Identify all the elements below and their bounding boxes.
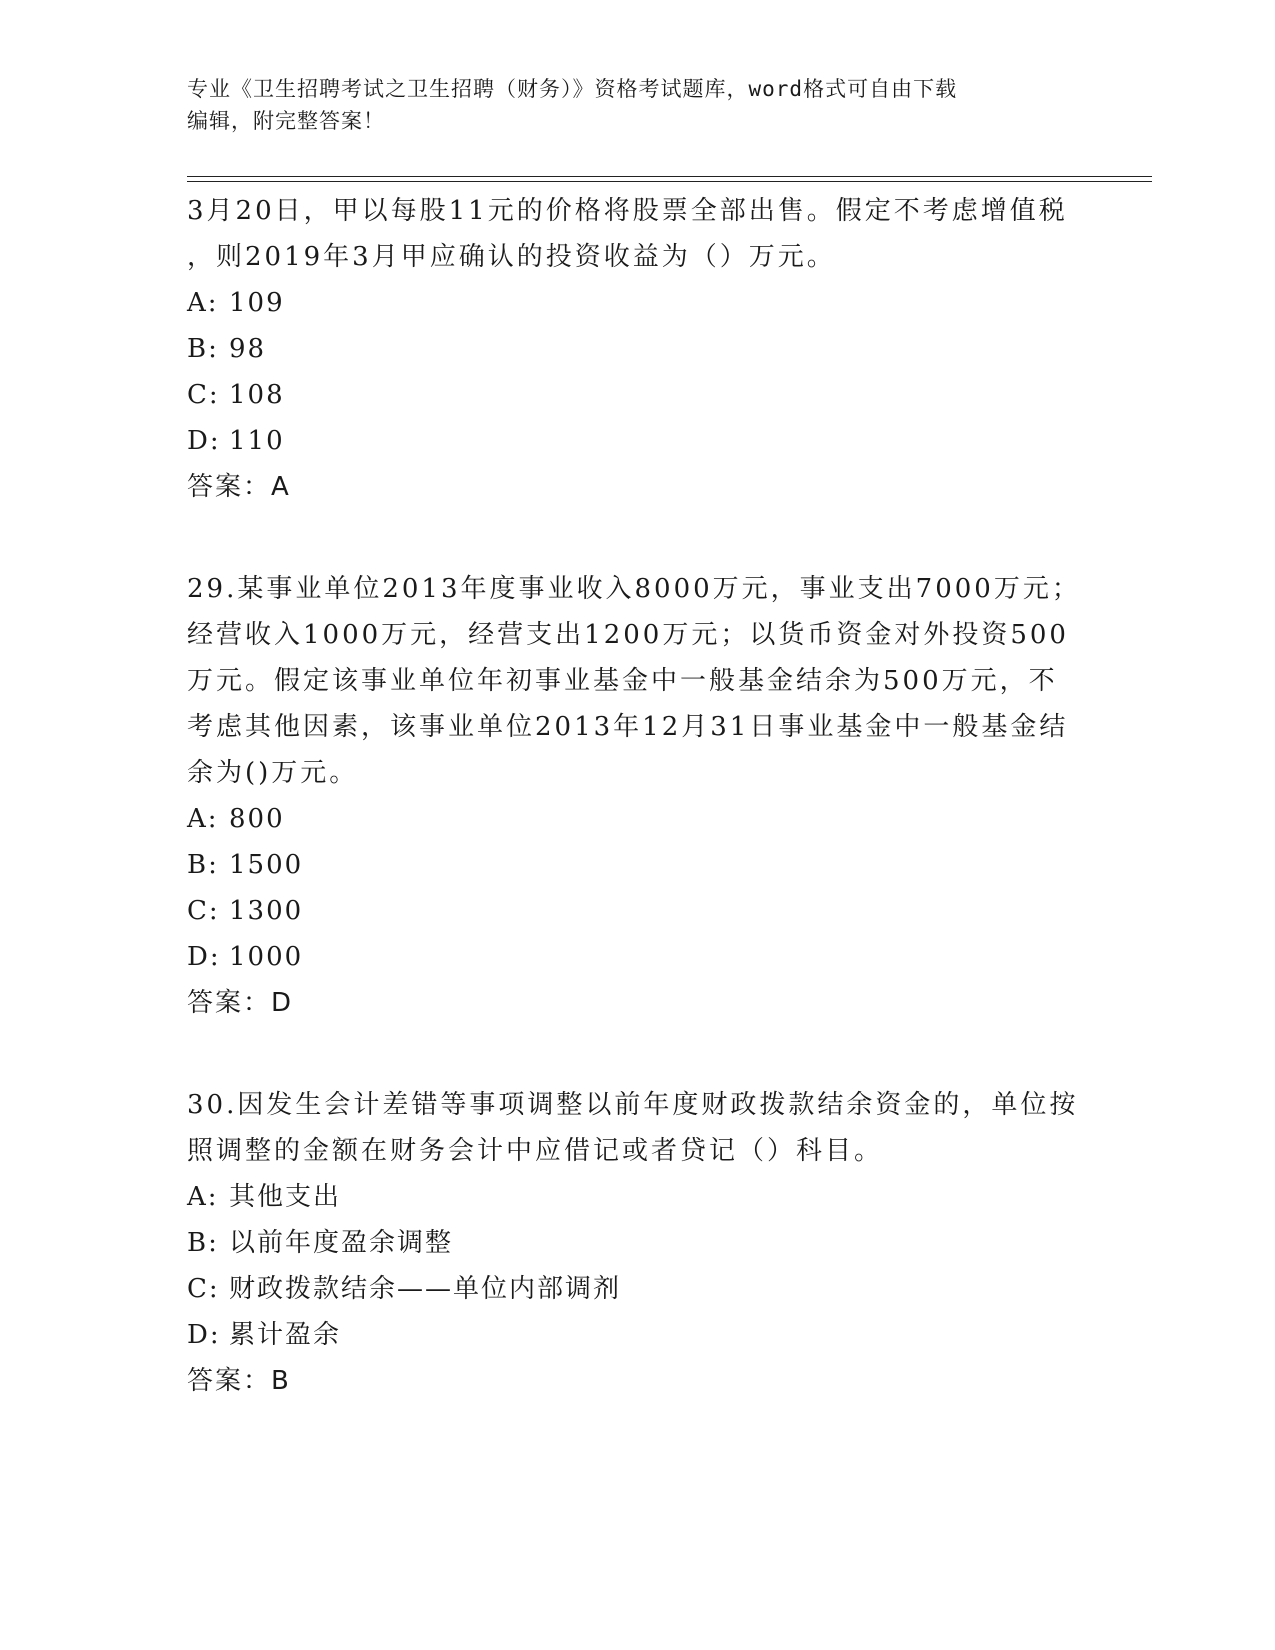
option-key: B: [187, 1228, 219, 1258]
option-key: C: [187, 1274, 220, 1304]
option-b [187, 842, 1087, 888]
option-key: D: [187, 1320, 221, 1350]
header-line-1: 专业《卫生招聘考试之卫生招聘（财务）》资格考试题库，word格式可自由下载 [187, 77, 958, 101]
header-divider-top [187, 176, 1152, 177]
option-d [187, 1312, 1087, 1358]
question-30 [187, 1082, 1087, 1404]
option-key: A: [187, 288, 219, 318]
question-29 [187, 566, 1087, 1026]
option-text: 1000 [229, 942, 304, 972]
answer-line: 答案：D [187, 988, 294, 1018]
spacer [187, 510, 1087, 566]
option-text: 1300 [229, 896, 304, 926]
question-stem: 3月20日，甲以每股11元的价格将股票全部出售。假定不考虑增值税 ，则2019年3月甲应确认的投资收益为（）万元。 [187, 196, 1068, 272]
option-key: A: [187, 804, 219, 834]
option-key: A: [187, 1182, 219, 1212]
document-header [187, 73, 1087, 137]
option-c [187, 888, 1087, 934]
option-text: 98 [229, 334, 267, 364]
option-c [187, 1266, 1087, 1312]
option-a [187, 796, 1087, 842]
option-text: 财政拨款结余——单位内部调剂 [229, 1274, 622, 1304]
option-text: 以前年度盈余调整 [229, 1228, 454, 1258]
option-key: D: [187, 942, 221, 972]
option-d [187, 418, 1087, 464]
spacer [187, 1026, 1087, 1082]
option-d [187, 934, 1087, 980]
question-list [187, 188, 1087, 1404]
option-text: 108 [229, 380, 285, 410]
answer-line: 答案：A [187, 472, 291, 502]
option-a [187, 280, 1087, 326]
option-text: 109 [229, 288, 285, 318]
option-key: C: [187, 896, 220, 926]
option-key: C: [187, 380, 220, 410]
header-divider-bottom [187, 181, 1152, 182]
header-line-2: 编辑，附完整答案！ [187, 109, 385, 133]
option-text: 累计盈余 [229, 1320, 342, 1350]
option-text: 其他支出 [229, 1182, 342, 1212]
option-text: 1500 [229, 850, 304, 880]
option-text: 800 [229, 804, 285, 834]
question-28 [187, 188, 1087, 510]
option-c [187, 372, 1087, 418]
option-key: B: [187, 850, 219, 880]
answer-line: 答案：B [187, 1366, 291, 1396]
option-a [187, 1174, 1087, 1220]
question-stem: 29.某事业单位2013年度事业收入8000万元，事业支出7000万元； 经营收入1000万元，经营支出1200万元；以货币资金对外投资500 万元。假定该事业单位年初事业基金中一般基金结余为500万元，不 考虑其他因素，该事业单位2013年12月31日事业基金中一般基金结 余为()万元。 [187, 574, 1081, 788]
option-key: D: [187, 426, 221, 456]
option-key: B: [187, 334, 219, 364]
option-b [187, 326, 1087, 372]
option-text: 110 [229, 426, 285, 456]
question-stem: 30.因发生会计差错等事项调整以前年度财政拨款结余资金的，单位按 照调整的金额在财务会计中应借记或者贷记（）科目。 [187, 1090, 1079, 1166]
option-b [187, 1220, 1087, 1266]
